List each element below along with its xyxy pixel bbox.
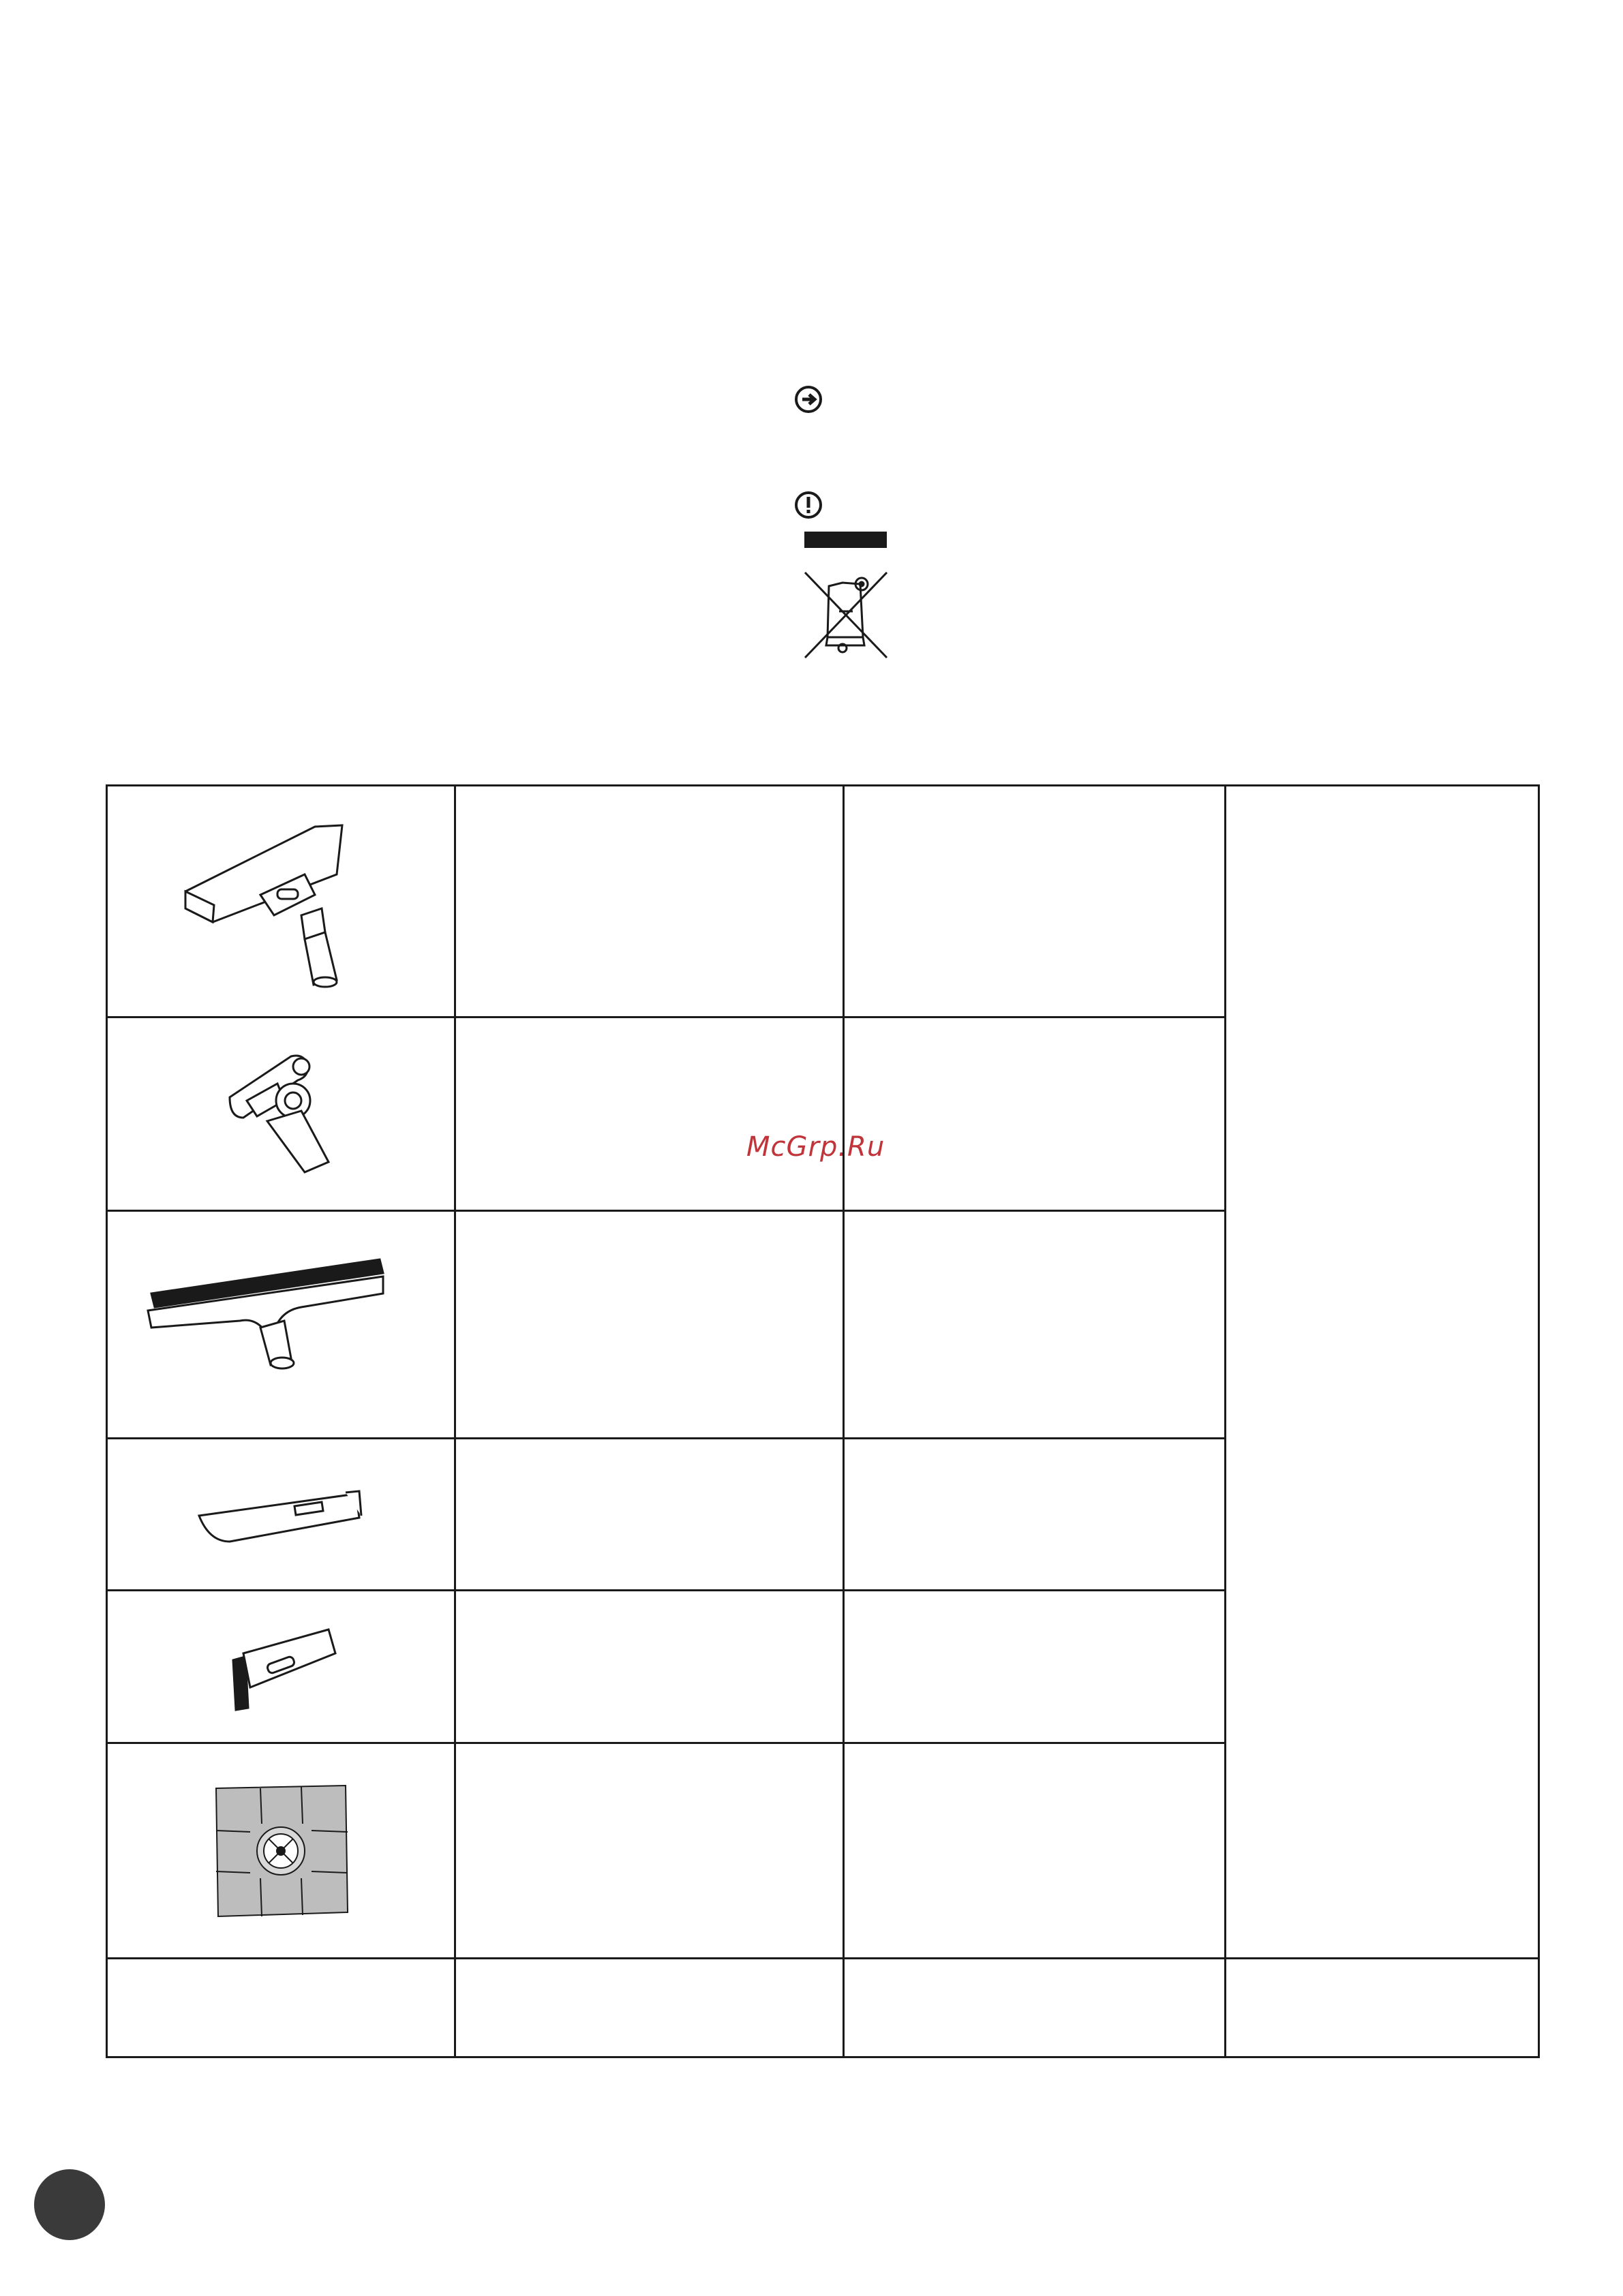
description-cell bbox=[455, 786, 844, 1017]
description-cell bbox=[455, 1439, 844, 1591]
weee-bar bbox=[804, 532, 887, 548]
footer-cell bbox=[844, 1958, 1226, 2057]
description-cell bbox=[455, 1210, 844, 1438]
exclamation-icon bbox=[794, 491, 823, 519]
usage-cell bbox=[844, 1743, 1226, 1958]
footer-cell bbox=[1226, 1958, 1539, 2057]
table-row bbox=[107, 786, 1539, 1017]
usage-cell bbox=[844, 786, 1226, 1017]
usage-cell bbox=[844, 1210, 1226, 1438]
arrow-right-icon bbox=[794, 385, 823, 414]
accessory-table bbox=[106, 784, 1540, 2058]
description-cell bbox=[455, 1743, 844, 1958]
description-cell bbox=[455, 1017, 844, 1210]
filter-pad-cell bbox=[107, 1743, 455, 1958]
usage-cell bbox=[844, 1017, 1226, 1210]
usage-cell bbox=[844, 1439, 1226, 1591]
floor-nozzle-cell bbox=[107, 786, 455, 1017]
footer-cell bbox=[455, 1958, 844, 2057]
merged-side-cell bbox=[1226, 786, 1539, 1959]
floor-nozzle-icon bbox=[158, 806, 404, 997]
page-number-badge bbox=[34, 2169, 105, 2240]
crevice-tool-icon bbox=[192, 1480, 369, 1548]
dusting-brush-icon bbox=[213, 1616, 349, 1718]
watermark-text: McGrp.Ru bbox=[746, 1131, 885, 1163]
turbo-brush-icon bbox=[213, 1036, 349, 1193]
filter-pad-icon bbox=[213, 1783, 349, 1919]
crevice-tool-cell bbox=[107, 1439, 455, 1591]
usage-cell bbox=[844, 1591, 1226, 1743]
parquet-brush-icon bbox=[138, 1253, 424, 1396]
dusting-brush-cell bbox=[107, 1591, 455, 1743]
table-row bbox=[107, 1958, 1539, 2057]
description-cell bbox=[455, 1591, 844, 1743]
crossed-out-wheelie-bin-icon bbox=[802, 569, 890, 661]
footer-cell bbox=[107, 1958, 455, 2057]
parquet-brush-cell bbox=[107, 1210, 455, 1438]
turbo-brush-cell bbox=[107, 1017, 455, 1210]
